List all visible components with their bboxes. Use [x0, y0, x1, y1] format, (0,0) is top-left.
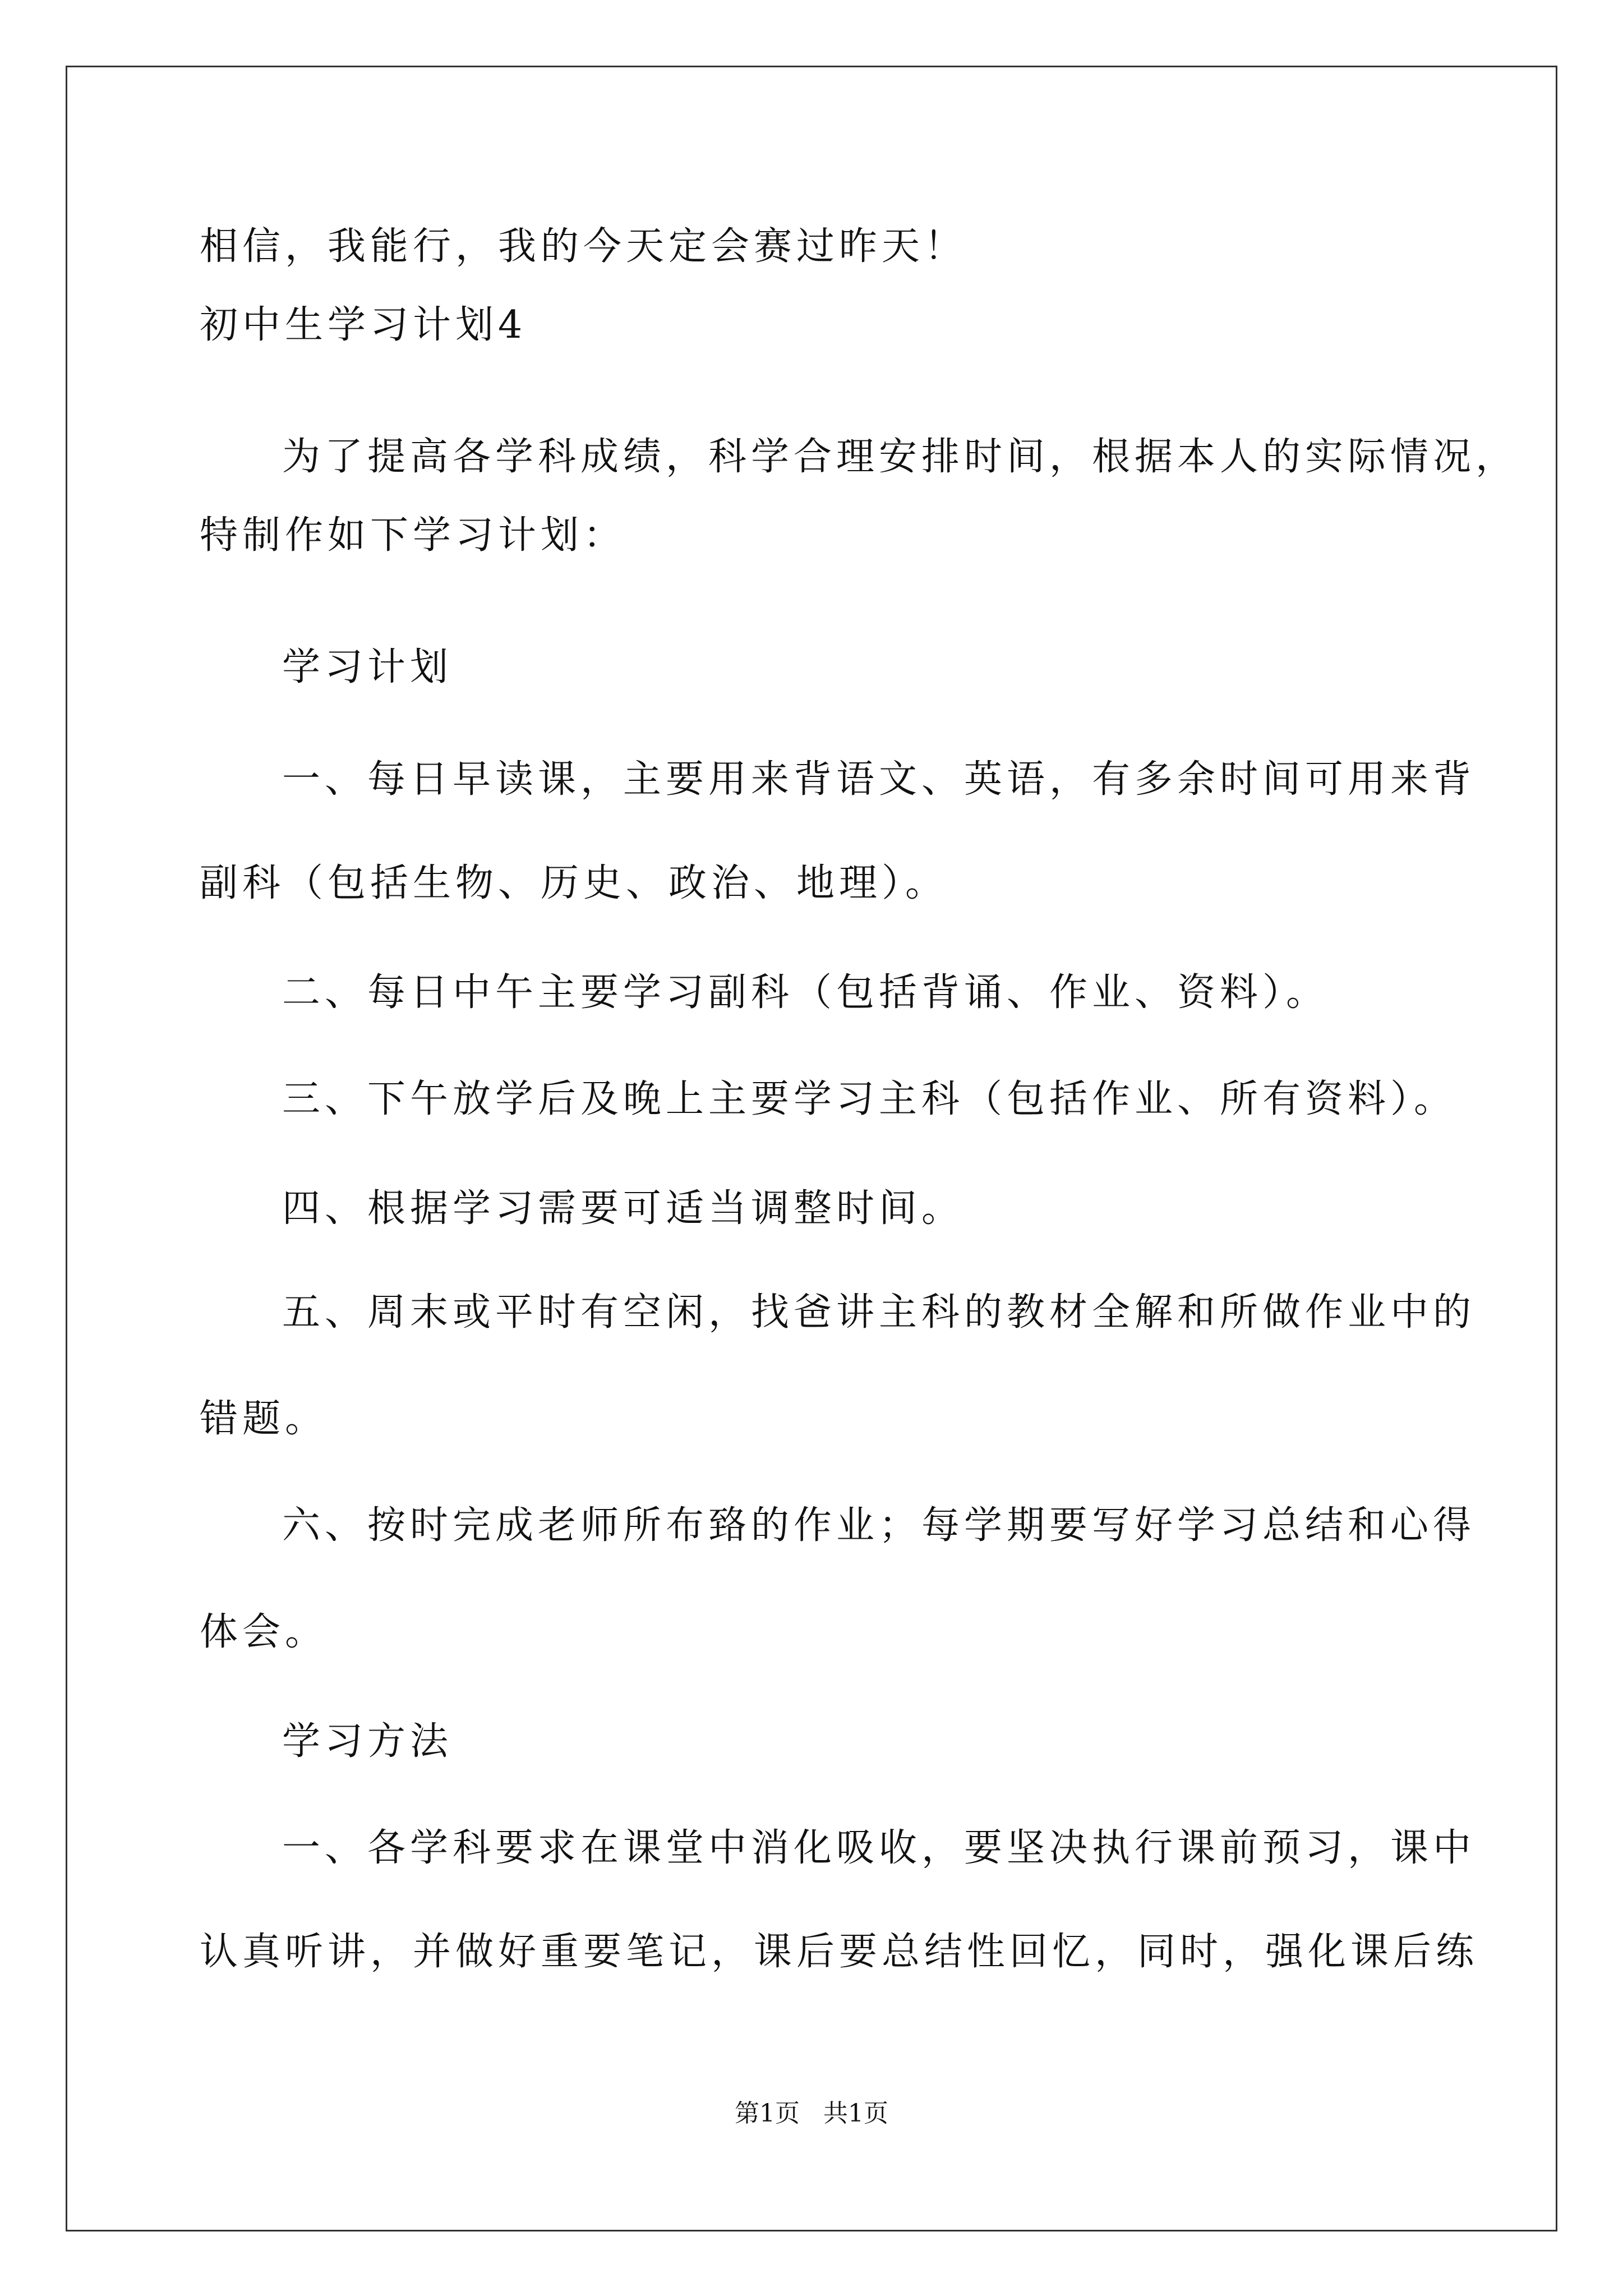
plan-item-5-line-2: 错题。 [200, 1397, 328, 1441]
method-item-1-line-2: 认真听讲，并做好重要笔记，课后要总结性回忆，同时，强化课后练 [200, 1930, 1479, 1974]
paragraph-intro-line-2: 特制作如下学习计划： [200, 513, 626, 558]
plan-item-1-line-1: 一、每日早读课，主要用来背语文、英语，有多余时间可用来背 [282, 757, 1476, 802]
paragraph-intro-line-1: 为了提高各学科成绩，科学合理安排时间，根据本人的实际情况， [282, 435, 1519, 479]
plan-item-6-line-1: 六、按时完成老师所布臵的作业；每学期要写好学习总结和心得 [282, 1503, 1476, 1548]
section-title: 初中生学习计划4 [200, 303, 527, 347]
plan-item-4: 四、根据学习需要可适当调整时间。 [282, 1186, 965, 1231]
plan-item-6-line-2: 体会。 [200, 1610, 328, 1654]
plan-item-3: 三、下午放学后及晚上主要学习主科（包括作业、所有资料）。 [282, 1077, 1457, 1121]
page-number-footer: 第1页 共1页 [735, 2099, 888, 2128]
text-line-closing: 相信，我能行，我的今天定会赛过昨天！ [200, 224, 967, 269]
plan-item-1-line-2: 副科（包括生物、历史、政治、地理）。 [200, 861, 948, 905]
page-border [66, 66, 1557, 2231]
plan-item-5-line-1: 五、周末或平时有空闲，找爸讲主科的教材全解和所做作业中的 [282, 1290, 1476, 1335]
subheading-study-plan: 学习计划 [282, 645, 453, 689]
plan-item-2: 二、每日中午主要学习副科（包括背诵、作业、资料）。 [282, 970, 1329, 1015]
method-item-1-line-1: 一、各学科要求在课堂中消化吸收，要坚决执行课前预习，课中 [282, 1826, 1476, 1870]
subheading-study-method: 学习方法 [282, 1719, 453, 1764]
